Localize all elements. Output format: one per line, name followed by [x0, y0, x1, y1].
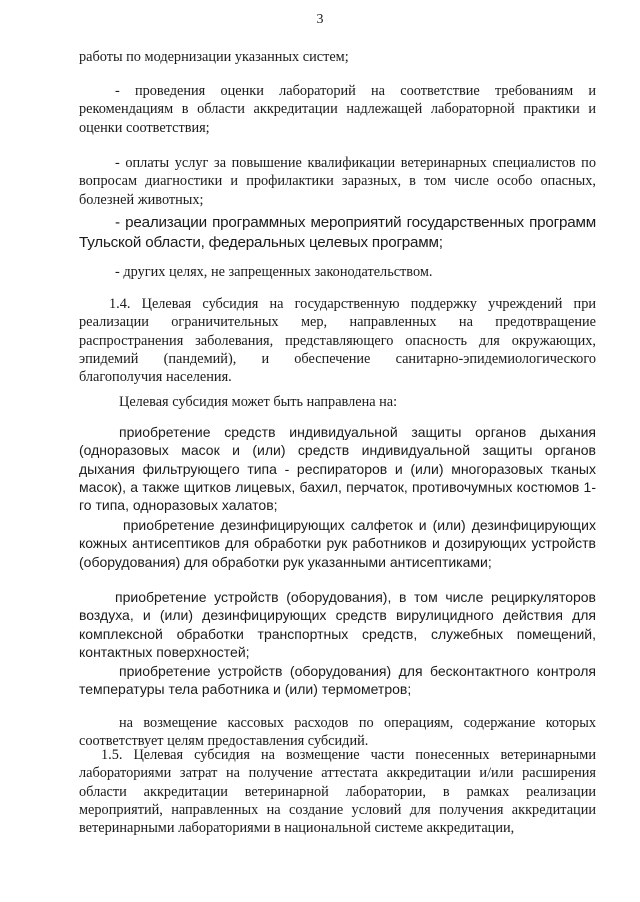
paragraph-section-1-4: 1.4. Целевая субсидия на государственную поддержку учреждений при реализации ограничительных мер, направленных на предотвращение распространения заболевания, представляющего опасность для окружающих, эпидемий (пандемий), и обеспечение санитарно-эпидемиологического благополучия населения. — [79, 296, 596, 386]
paragraph-equipment-purchase: приобретение устройств (оборудования), в том числе рециркуляторов воздуха, и (или) дезинфицирующих средств вирулицидного действия для комплексной обработки транспортных средств, служебных помещений, контактных поверхностей; — [79, 589, 596, 660]
paragraph-section-1-5: 1.5. Целевая субсидия на возмещение части понесенных ветеринарными лабораториями затрат на получение аттестата аккредитации и/или расширения области аккредитации ветеринарной лаборатории, в рамках реализации мероприятий, направленных на создание условий для получения аккредитации ветеринарными лабораториями в национальной системе аккредитации, — [79, 747, 596, 837]
paragraph-training-payment: - оплаты услуг за повышение квалификации ветеринарных специалистов по вопросам диагностики и профилактики заразных, в том числе особо опасных, болезней животных; — [79, 155, 596, 208]
paragraph-lab-assessment: - проведения оценки лабораторий на соответствие требованиям и рекомендациям в области аккредитации надлежащей лабораторной практики и оценки соответствия; — [79, 83, 596, 136]
paragraph-ppe-purchase: приобретение средств индивидуальной защиты органов дыхания (одноразовых масок и (или) средств индивидуальной защиты органов дыхания фильтрующего типа - респираторов и (или) многоразовых тканых масок), а также щитков лицевых, бахил, перчаток, противочумных костюмов 1-го типа, одноразовых халатов; — [79, 424, 596, 514]
paragraph-other-purposes: - других целях, не запрещенных законодательством. — [115, 264, 433, 280]
page-number: 3 — [316, 12, 324, 27]
paragraph-disinfectant-purchase: приобретение дезинфицирующих салфеток и (или) дезинфицирующих кожных антисептиков для обработки рук работников и дозирующих устройств (оборудования) для обработки рук указанными антисептиками; — [79, 517, 596, 570]
paragraph-expense-reimbursement: на возмещение кассовых расходов по операциям, содержание которых соответствует целям предоставления субсидий. — [79, 715, 596, 750]
paragraph-program-implementation: - реализации программных мероприятий государственных программ Тульской области, федеральных целевых программ; — [79, 214, 596, 251]
paragraph-continuation: работы по модернизации указанных систем; — [79, 49, 349, 65]
paragraph-thermometer-purchase: приобретение устройств (оборудования) для бесконтактного контроля температуры тела работника и (или) термометров; — [79, 663, 596, 698]
paragraph-subsidy-directions: Целевая субсидия может быть направлена на: — [119, 394, 398, 410]
